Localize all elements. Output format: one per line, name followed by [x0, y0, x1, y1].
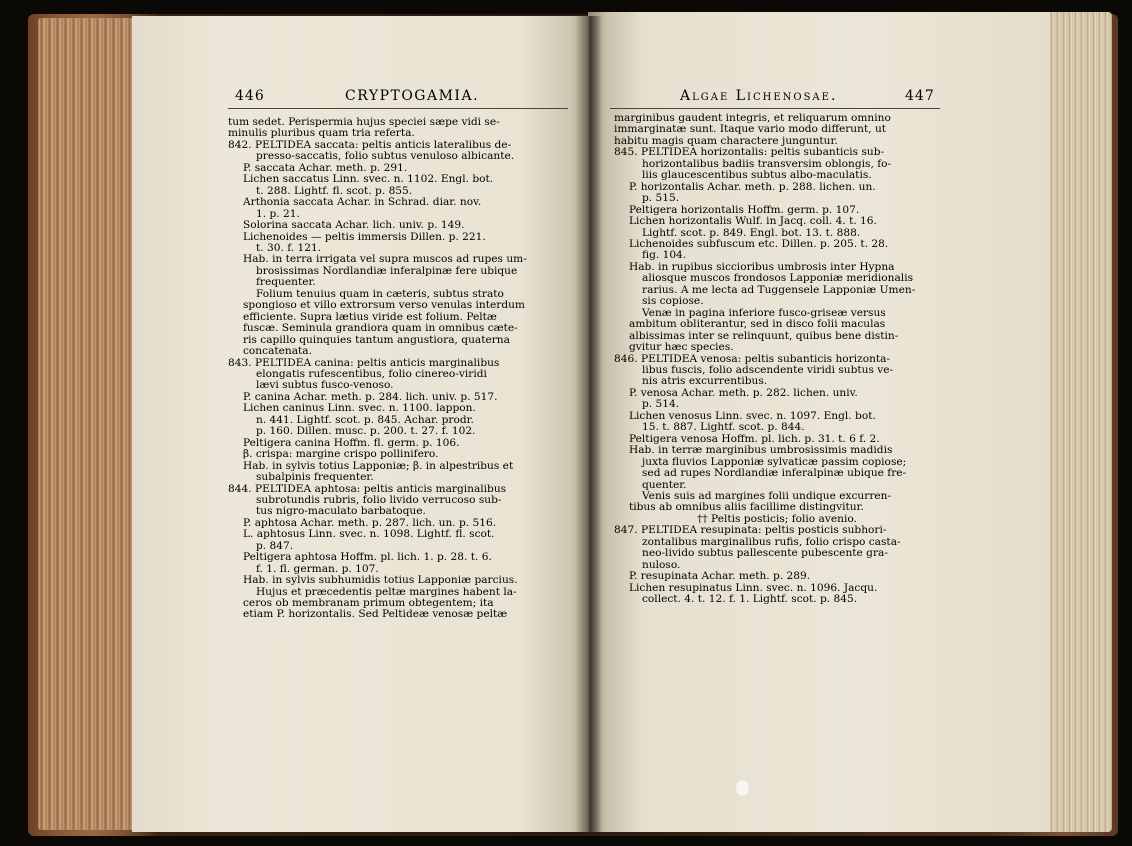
text-line: ambitum obliterantur, sed in disco folii maculas: [629, 318, 886, 331]
right-running-title: Algae Lichenosae.: [680, 88, 838, 104]
text-line: habitu magis quam charactere junguntur.: [614, 134, 838, 147]
text-line: 845. PELTIDEA horizontalis: peltis subanticis sub-: [614, 146, 885, 159]
text-line: etiam P. horizontalis. Sed Peltideæ venosæ peltæ: [243, 608, 508, 621]
text-line: p. 160. Dillen. musc. p. 200. t. 27. f. 102.: [256, 425, 476, 438]
text-line: fuscæ. Seminula grandiora quam in omnibus cæte-: [243, 322, 518, 335]
text-line: Hab. in terra irrigata vel supra muscos ad rupes um-: [243, 253, 527, 266]
text-line: aliosque muscos frondosos Lapponiæ meridionalis: [642, 272, 914, 285]
text-line: 844. PELTIDEA aphtosa: peltis anticis marginalibus: [228, 482, 507, 495]
text-line: sed ad rupes Nordlandiæ inferalpinæ ubique fre-: [642, 467, 907, 480]
text-line: Lichen resupinatus Linn. svec. n. 1096. Jacqu.: [629, 581, 878, 594]
text-line: 846. PELTIDEA venosa: peltis subanticis horizonta-: [614, 352, 891, 365]
text-line: tum sedet. Perispermia hujus speciei sæpe vidi se-: [228, 116, 500, 128]
text-line: marginibus gaudent integris, et reliquarum omnino: [614, 112, 891, 124]
text-line: Peltigera aphtosa Hoffm. pl. lich. 1. p. 28. t. 6.: [243, 551, 492, 564]
text-line: t. 30. f. 121.: [256, 241, 322, 254]
text-line: Hab. in sylvis subhumidis totius Lapponiæ parcius.: [243, 574, 518, 587]
text-line: nis atris excurrentibus.: [642, 375, 768, 388]
page-edges-right: [1048, 12, 1112, 832]
page-edges-left: [38, 18, 134, 830]
text-line: p. 515.: [642, 192, 680, 205]
text-line: P. venosa Achar. meth. p. 282. lichen. univ.: [629, 386, 858, 399]
text-line: brosissimas Nordlandiæ inferalpinæ fere ubique: [256, 264, 518, 277]
text-line: tus nigro-maculato barbatoque.: [256, 505, 426, 518]
text-line: presso-saccatis, folio subtus venuloso albicante.: [256, 150, 515, 163]
text-line: L. aphtosus Linn. svec. n. 1098. Lightf. fl. scot.: [243, 528, 495, 541]
text-line: Venis suis ad margines folii undique excurren-: [642, 489, 892, 502]
text-line: efficiente. Supra lætius viride est folium. Peltæ: [243, 310, 497, 323]
text-line: Hab. in sylvis totius Lapponiæ; β. in alpestribus et: [243, 459, 514, 472]
paper-hole: [736, 780, 749, 796]
text-line: 847. PELTIDEA resupinata: peltis posticis subhori-: [614, 524, 887, 537]
text-line: juxta fluvios Lapponiæ sylvaticæ passim copiose;: [642, 455, 907, 468]
text-line: Lightf. scot. p. 849. Engl. bot. 13. t. 888.: [642, 226, 861, 239]
text-line: Lichen venosus Linn. svec. n. 1097. Engl. bot.: [629, 409, 876, 422]
text-line: Venæ in pagina inferiore fusco-griseæ versus: [642, 306, 886, 319]
text-line: 1. p. 21.: [256, 207, 300, 220]
text-line: Lichen saccatus Linn. svec. n. 1102. Engl. bot.: [243, 173, 494, 186]
text-line: Lichen horizontalis Wulf. in Jacq. coll. 4. t. 16.: [629, 215, 877, 228]
text-line: P. horizontalis Achar. meth. p. 288. lichen. un.: [629, 180, 876, 193]
text-line: nuloso.: [642, 558, 681, 571]
text-line: ris capillo quinquies tantum angustiora, quaterna: [243, 333, 510, 346]
text-line: horizontalibus badiis transversim oblongis, fo-: [642, 157, 892, 170]
text-line: Lichen caninus Linn. svec. n. 1100. lappon.: [243, 402, 476, 415]
text-line: gvitur hæc species.: [629, 341, 734, 354]
text-line: Hujus et præcedentis peltæ margines habent la-: [256, 585, 517, 598]
text-line: †† Peltis posticis; folio avenio.: [697, 512, 857, 525]
text-line: albissimas inter se relinquunt, quibus bene distin-: [629, 329, 899, 342]
text-line: liis glaucescentibus subtus albo-maculatis.: [642, 169, 872, 182]
text-line: fig. 104.: [642, 249, 687, 262]
text-line: neo-livido subtus pallescente pubescente gra-: [642, 547, 888, 560]
text-line: f. 1. fl. german. p. 107.: [256, 562, 379, 575]
text-line: P. saccata Achar. meth. p. 291.: [243, 161, 408, 174]
text-line: elongatis rufescentibus, folio cinereo-viridi: [256, 367, 487, 380]
text-line: p. 514.: [642, 398, 680, 411]
text-line: Peltigera canina Hoffm. fl. germ. p. 106.: [243, 436, 460, 449]
text-line: frequenter.: [256, 276, 316, 289]
text-line: tibus ab omnibus aliis facillime distingvitur.: [629, 501, 864, 514]
text-line: p. 847.: [256, 539, 294, 552]
text-line: P. aphtosa Achar. meth. p. 287. lich. un. p. 516.: [243, 516, 497, 529]
right-page-number: 447: [905, 88, 935, 104]
text-line: quenter.: [642, 478, 687, 491]
text-line: Peltigera horizontalis Hoffm. germ. p. 107.: [629, 203, 860, 216]
text-line: spongioso et villo extrorsum verso venulas interdum: [243, 299, 525, 312]
text-line: Solorina saccata Achar. lich. univ. p. 149.: [243, 219, 465, 232]
left-running-title: CRYPTOGAMIA.: [345, 88, 480, 104]
text-line: minulis pluribus quam tria referta.: [228, 127, 415, 140]
text-line: Hab. in terræ marginibus umbrosissimis madidis: [629, 444, 893, 457]
text-line: Folium tenuius quam in cæteris, subtus strato: [256, 287, 504, 300]
text-line: libus fuscis, folio adscendente viridi subtus ve-: [642, 363, 894, 376]
text-line: n. 441. Lightf. scot. p. 845. Achar. prodr.: [256, 413, 474, 426]
text-line: 842. PELTIDEA saccata: peltis anticis lateralibus de-: [228, 138, 512, 151]
text-line: immarginatæ sunt. Itaque vario modo differunt, ut: [614, 123, 887, 136]
text-line: lævi subtus fusco-venoso.: [256, 379, 394, 392]
text-line: sis copiose.: [642, 295, 704, 308]
book-gutter: [576, 16, 602, 832]
right-page-text: [614, 113, 940, 605]
text-line: collect. 4. t. 12. f. 1. Lightf. scot. p. 845.: [642, 593, 858, 606]
text-line: subalpinis frequenter.: [256, 471, 374, 484]
text-line: β. crispa: margine crispo pollinifero.: [243, 448, 439, 461]
left-page-text: [228, 117, 568, 621]
text-line: Arthonia saccata Achar. in Schrad. diar. nov.: [243, 196, 482, 209]
text-line: Lichenoides — peltis immersis Dillen. p. 221.: [243, 230, 486, 243]
text-line: t. 288. Lightf. fl. scot. p. 855.: [256, 184, 413, 197]
text-line: 843. PELTIDEA canina: peltis anticis marginalibus: [228, 356, 500, 369]
text-line: rarius. A me lecta ad Tuggensele Lapponiæ Umen-: [642, 283, 916, 296]
text-line: zontalibus marginalibus rufis, folio crispo casta-: [642, 535, 901, 548]
text-line: Lichenoides subfuscum etc. Dillen. p. 205. t. 28.: [629, 237, 889, 250]
right-header-rule: [610, 108, 940, 109]
text-line: P. resupinata Achar. meth. p. 289.: [629, 570, 811, 583]
text-line: ceros ob membranam primum obtegentem; ita: [243, 597, 494, 610]
text-line: P. canina Achar. meth. p. 284. lich. univ. p. 517.: [243, 390, 498, 403]
left-page-number: 446: [235, 88, 265, 104]
text-line: Hab. in rupibus siccioribus umbrosis inter Hypna: [629, 260, 895, 273]
text-line: Peltigera venosa Hoffm. pl. lich. p. 31. t. 6 f. 2.: [629, 432, 880, 445]
text-line: subrotundis rubris, folio livido verrucoso sub-: [256, 493, 502, 506]
left-header-rule: [228, 108, 568, 109]
text-line: concatenata.: [243, 345, 312, 358]
text-line: 15. t. 887. Lightf. scot. p. 844.: [642, 421, 805, 434]
